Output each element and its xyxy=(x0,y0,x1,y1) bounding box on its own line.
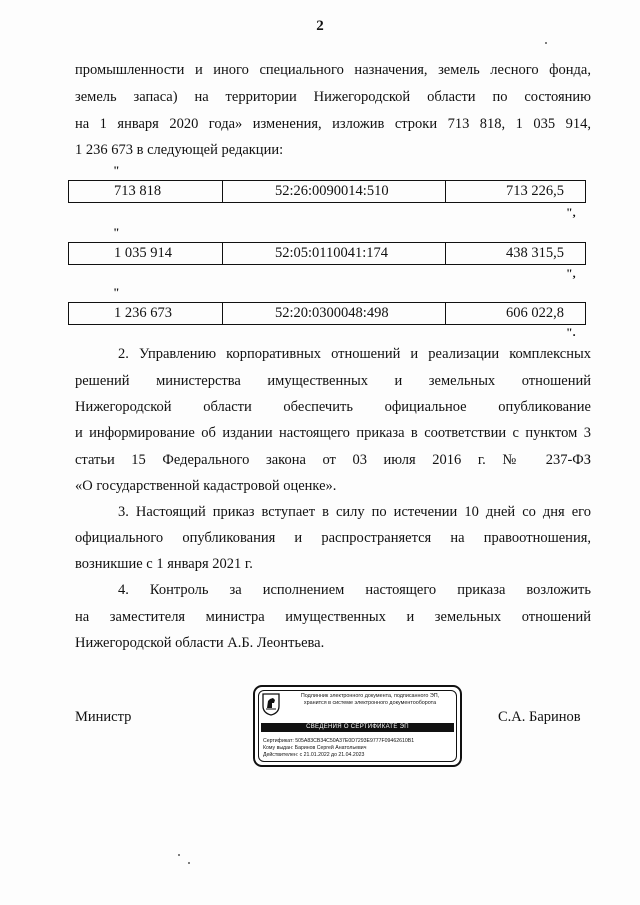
e-signature-stamp xyxy=(253,685,462,767)
certificate-details xyxy=(263,738,414,759)
para3-line-3: возникшие с 1 января 2021 г. xyxy=(75,556,253,572)
cadastral-number-cell: 52:05:0110041:174 xyxy=(223,243,446,265)
quote-open: " xyxy=(113,285,120,299)
cadastral-number-cell: 52:20:0300048:498 xyxy=(223,303,446,325)
quote-close: ", xyxy=(566,205,576,219)
intro-line-3: на 1 января 2020 года» изменения, изложив строки 713 818, 1 035 914, xyxy=(75,116,591,132)
row-number-cell: 1 236 673 xyxy=(69,303,223,325)
cadastral-value-cell: 713 226,5 xyxy=(446,181,586,203)
table-row xyxy=(69,303,586,325)
para2-line-2: решений министерства имущественных и земельных отношений xyxy=(75,373,591,389)
stamp-header-line: Подлинник электронного документа, подписанного ЭП, xyxy=(300,693,440,699)
para2-line-4: и информирование об издании настоящего приказа в соответствии с пунктом 3 xyxy=(75,425,591,441)
para2-line-6: «О государственной кадастровой оценке». xyxy=(75,478,337,494)
certificate-info-bar: СВЕДЕНИЯ О СЕРТИФИКАТЕ ЭП xyxy=(261,723,454,732)
scan-speck xyxy=(188,862,190,864)
para2-line-5: статьи 15 Федерального закона от 03 июля 2016 г. № 237-ФЗ xyxy=(75,452,591,468)
cadastral-value-cell: 438 315,5 xyxy=(446,243,586,265)
cadastral-number-cell: 52:26:0090014:510 xyxy=(223,181,446,203)
para3-line-1: 3. Настоящий приказ вступает в силу по истечении 10 дней со дня его xyxy=(118,504,591,520)
quote-open: " xyxy=(113,163,120,177)
para2-line-3: Нижегородской области обеспечить официальное опубликование xyxy=(75,399,591,415)
certificate-serial: Сертификат: 505A83CB34C50A37E0D7293E9777F09462610B1 xyxy=(263,738,415,744)
para2-line-1: 2. Управлению корпоративных отношений и реализации комплексных xyxy=(118,346,591,362)
signer-name: С.А. Баринов xyxy=(498,709,581,725)
signer-position: Министр xyxy=(75,709,132,725)
replacement-row-table xyxy=(68,180,586,203)
para4-line-2: на заместителя министра имущественных и земельных отношений xyxy=(75,609,591,625)
certificate-owner: Кому выдан: Баринов Сергей Анатольевич xyxy=(263,745,367,751)
para4-line-1: 4. Контроль за исполнением настоящего приказа возложить xyxy=(118,582,591,598)
intro-line-1: промышленности и иного специального назначения, земель лесного фонда, xyxy=(75,62,591,78)
table-row xyxy=(69,181,586,203)
para4-line-3: Нижегородской области А.Б. Леонтьева. xyxy=(75,635,325,651)
intro-line-4: 1 236 673 в следующей редакции: xyxy=(75,142,284,158)
region-emblem-icon xyxy=(261,692,281,716)
replacement-row-table xyxy=(68,302,586,325)
row-number-cell: 713 818 xyxy=(69,181,223,203)
cadastral-value-cell: 606 022,8 xyxy=(446,303,586,325)
row-number-cell: 1 035 914 xyxy=(69,243,223,265)
certificate-validity: Действителен: с 21.01.2022 до 21.04.2023 xyxy=(263,752,365,758)
para3-line-2: официального опубликования и распространяется на правоотношения, xyxy=(75,530,591,546)
scan-speck xyxy=(178,854,180,856)
replacement-row-table xyxy=(68,242,586,265)
intro-line-2: земель запаса) на территории Нижегородской области по состоянию xyxy=(75,89,591,105)
stamp-header xyxy=(287,693,453,707)
quote-close: ", xyxy=(566,266,576,280)
stamp-header-line: хранится в системе электронного документооборота xyxy=(303,700,437,706)
scan-speck xyxy=(545,42,547,44)
quote-close: ". xyxy=(566,325,576,339)
table-row xyxy=(69,243,586,265)
quote-open: " xyxy=(113,225,120,239)
page-number: 2 xyxy=(316,18,324,34)
